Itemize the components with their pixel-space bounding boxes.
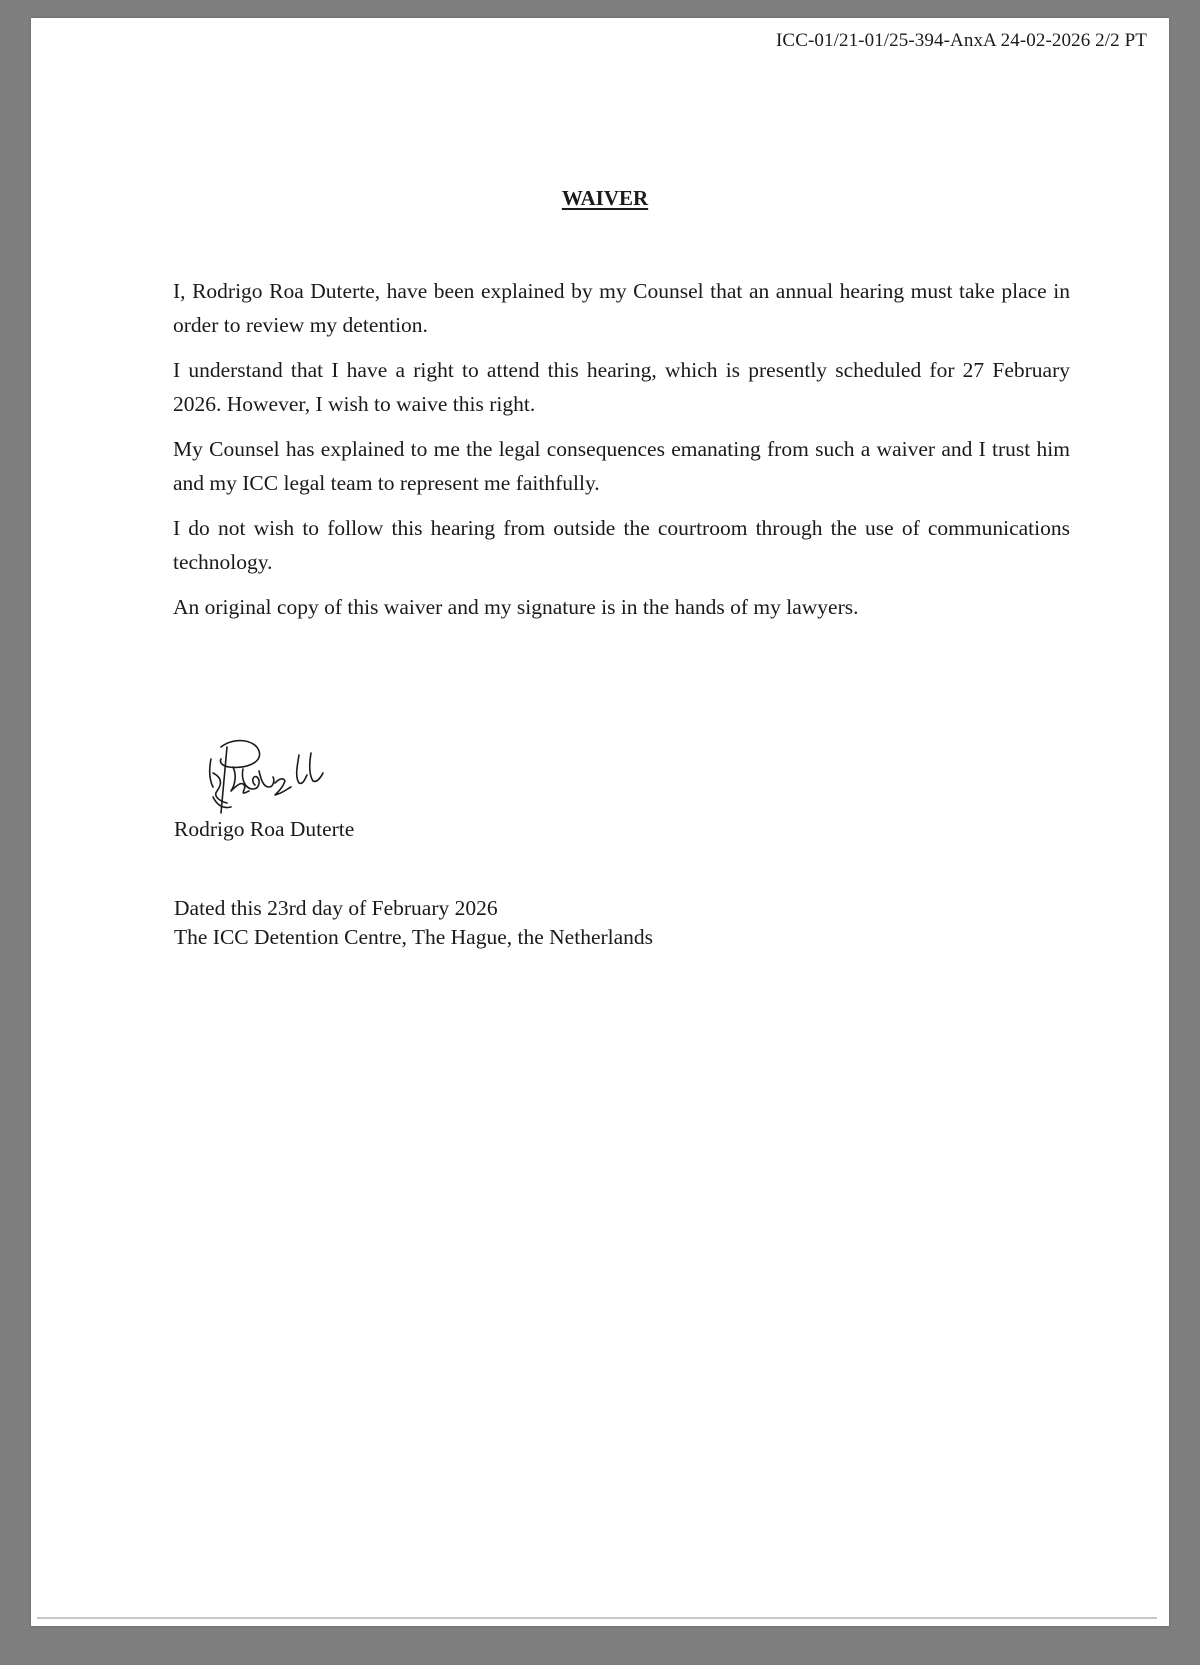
location-line: The ICC Detention Centre, The Hague, the Netherlands bbox=[174, 925, 654, 949]
document-page bbox=[31, 18, 1169, 1626]
paragraph-no-remote-participation: I do not wish to follow this hearing from outside the courtroom through the use of communications technology. bbox=[173, 516, 1070, 574]
signatory-name: Rodrigo Roa Duterte bbox=[174, 817, 355, 841]
document-body bbox=[173, 274, 1070, 635]
paragraph-legal-consequences: My Counsel has explained to me the legal consequences emanating from such a waiver and I trust him and my ICC legal team to represent me faithfully. bbox=[173, 437, 1070, 495]
paragraph-original-copy: An original copy of this waiver and my signature is in the hands of my lawyers. bbox=[173, 595, 859, 619]
handwritten-signature bbox=[183, 733, 333, 828]
paragraph-right-to-attend: I understand that I have a right to attend this hearing, which is presently scheduled for 27 February 2026. However, I wish to waive this right. bbox=[173, 358, 1070, 416]
paragraph-hearing-explained: I, Rodrigo Roa Duterte, have been explained by my Counsel that an annual hearing must take place in order to review my detention. bbox=[173, 279, 1070, 337]
page-bottom-rule bbox=[37, 1617, 1157, 1619]
dated-line: Dated this 23rd day of February 2026 bbox=[174, 896, 498, 920]
document-reference-header: ICC-01/21-01/25-394-AnxA 24-02-2026 2/2 PT bbox=[776, 30, 1147, 51]
document-title: WAIVER bbox=[561, 186, 649, 210]
date-and-place-block bbox=[174, 894, 653, 952]
